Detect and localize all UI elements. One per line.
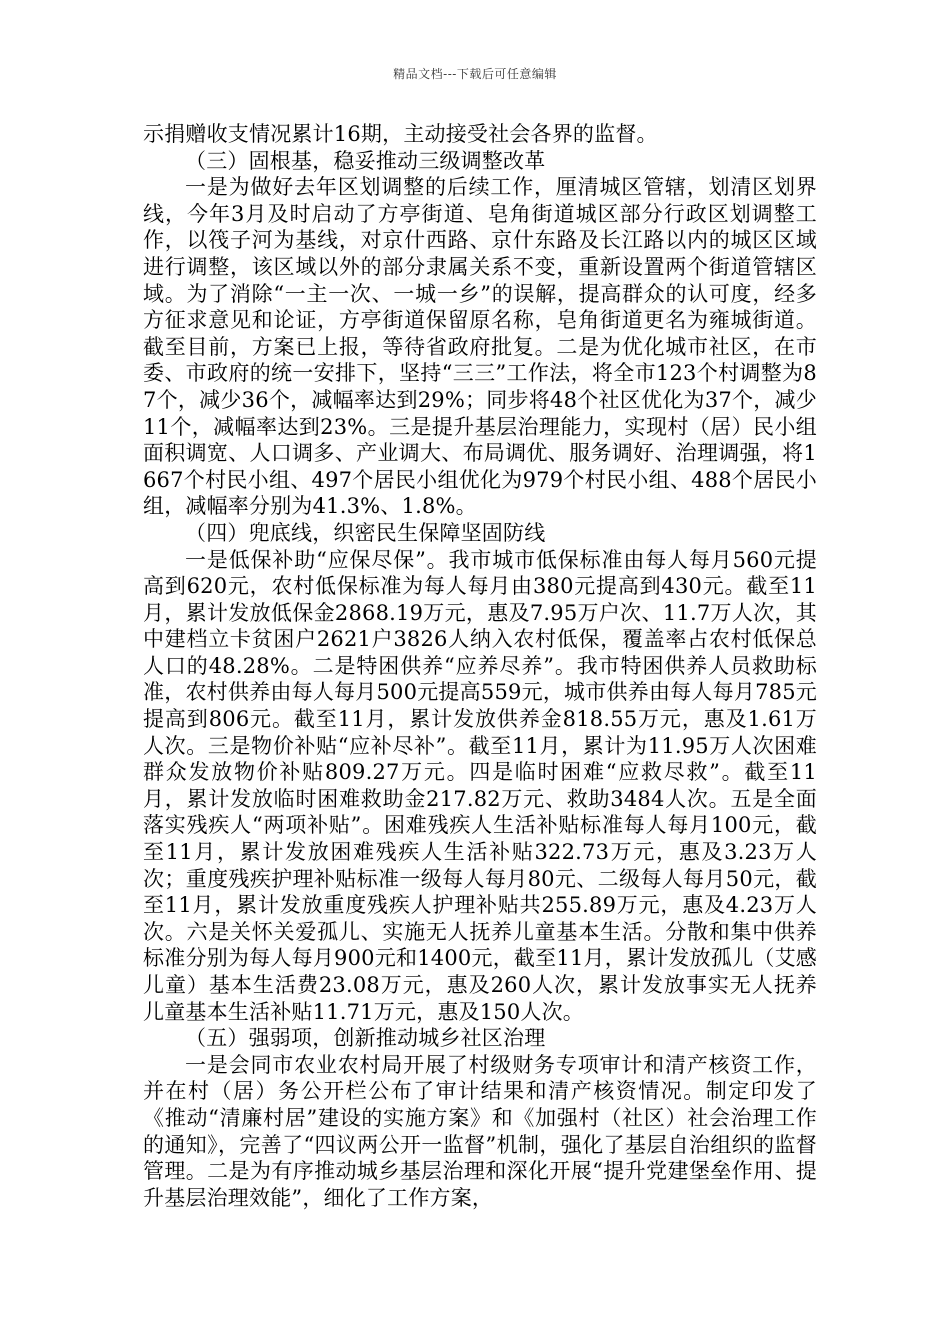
document-body: [143, 121, 817, 1211]
paragraph-section-3: 一是为做好去年区划调整的后续工作，厘清城区管辖，划清区划界线，今年3月及时启动了方亭街道、皂角街道城区部分行政区划调整工作，以筏子河为基线，对京什西路、京什东路及长江路以内的城区区域进行调整，该区域以外的部分隶属关系不变，重新设置两个街道管辖区域。为了消除“一主一次、一城一乡”的误解，提高群众的认可度，经多方征求意见和论证，方亭街道保留原名称，皂角街道更名为雍城街道。截至目前，方案已上报，等待省政府批复。二是为优化城市社区，在市委、市政府的统一安排下，坚持“三三”工作法，将全市123个村调整为87个，减少36个，减幅率达到29%；同步将48个社区优化为37个，减少11个，减幅率达到23%。三是提升基层治理能力，实现村（居）民小组面积调宽、人口调多、产业调大、布局调优、服务调好、治理调强，将1667个村民小组、497个居民小组优化为979个村民小组、488个居民小组，减幅率分别为41.3%、1.8%。: [143, 175, 817, 519]
section-heading-5: （五）强弱项，创新推动城乡社区治理: [185, 1026, 546, 1051]
paragraph-continued: 示捐赠收支情况累计16期，主动接受社会各界的监督。: [143, 122, 658, 146]
section-heading-4: （四）兜底线，织密民生保障坚固防线: [185, 520, 546, 545]
page-header: 精品文档---下载后可任意编辑: [393, 67, 557, 81]
paragraph-section-5: 一是会同市农业农村局开展了村级财务专项审计和清产核资工作，并在村（居）务公开栏公布了审计结果和清产核资情况。制定印发了《推动“清廉村居”建设的实施方案》和《加强村（社区）社会治理工作的通知》，完善了“四议两公开一监督”机制，强化了基层自治组织的监督管理。二是为有序推动城乡基层治理和深化开展“提升党建堡垒作用、提升基层治理效能”，细化了工作方案，: [143, 1052, 817, 1210]
paragraph-section-4: 一是低保补助“应保尽保”。我市城市低保标准由每人每月560元提高到620元，农村低保标准为每人每月由380元提高到430元。截至11月，累计发放低保金2868.19万元，惠及7.95万户次、11.7万人次，其中建档立卡贫困户2621户3826人纳入农村低保，覆盖率占农村低保总人口的48.28%。二是特困供养“应养尽养”。我市特困供养人员救助标准，农村供养由每人每月500元提高559元，城市供养由每人每月785元提高到806元。截至11月，累计发放供养金818.55万元，惠及1.61万人次。三是物价补贴“应补尽补”。截至11月，累计为11.95万人次困难群众发放物价补贴809.27万元。四是临时困难“应救尽救”。截至11月，累计发放临时困难救助金217.82万元、救助3484人次。五是全面落实残疾人“两项补贴”。困难残疾人生活补贴标准每人每月100元，截至11月，累计发放困难残疾人生活补贴322.73万元，惠及3.23万人次；重度残疾护理补贴标准一级每人每月80元、二级每人每月50元，截至11月，累计发放重度残疾人护理补贴共255.89万元，惠及4.23万人次。六是关怀关爱孤儿、实施无人抚养儿童基本生活。分散和集中供养标准分别为每人每月900元和1400元，截至11月，累计发放孤儿（艾感儿童）基本生活费23.08万元，惠及260人次，累计发放事实无人抚养儿童基本生活补贴11.71万元，惠及150人次。: [143, 547, 817, 1024]
section-heading-3: （三）固根基，稳妥推动三级调整改革: [185, 148, 546, 173]
